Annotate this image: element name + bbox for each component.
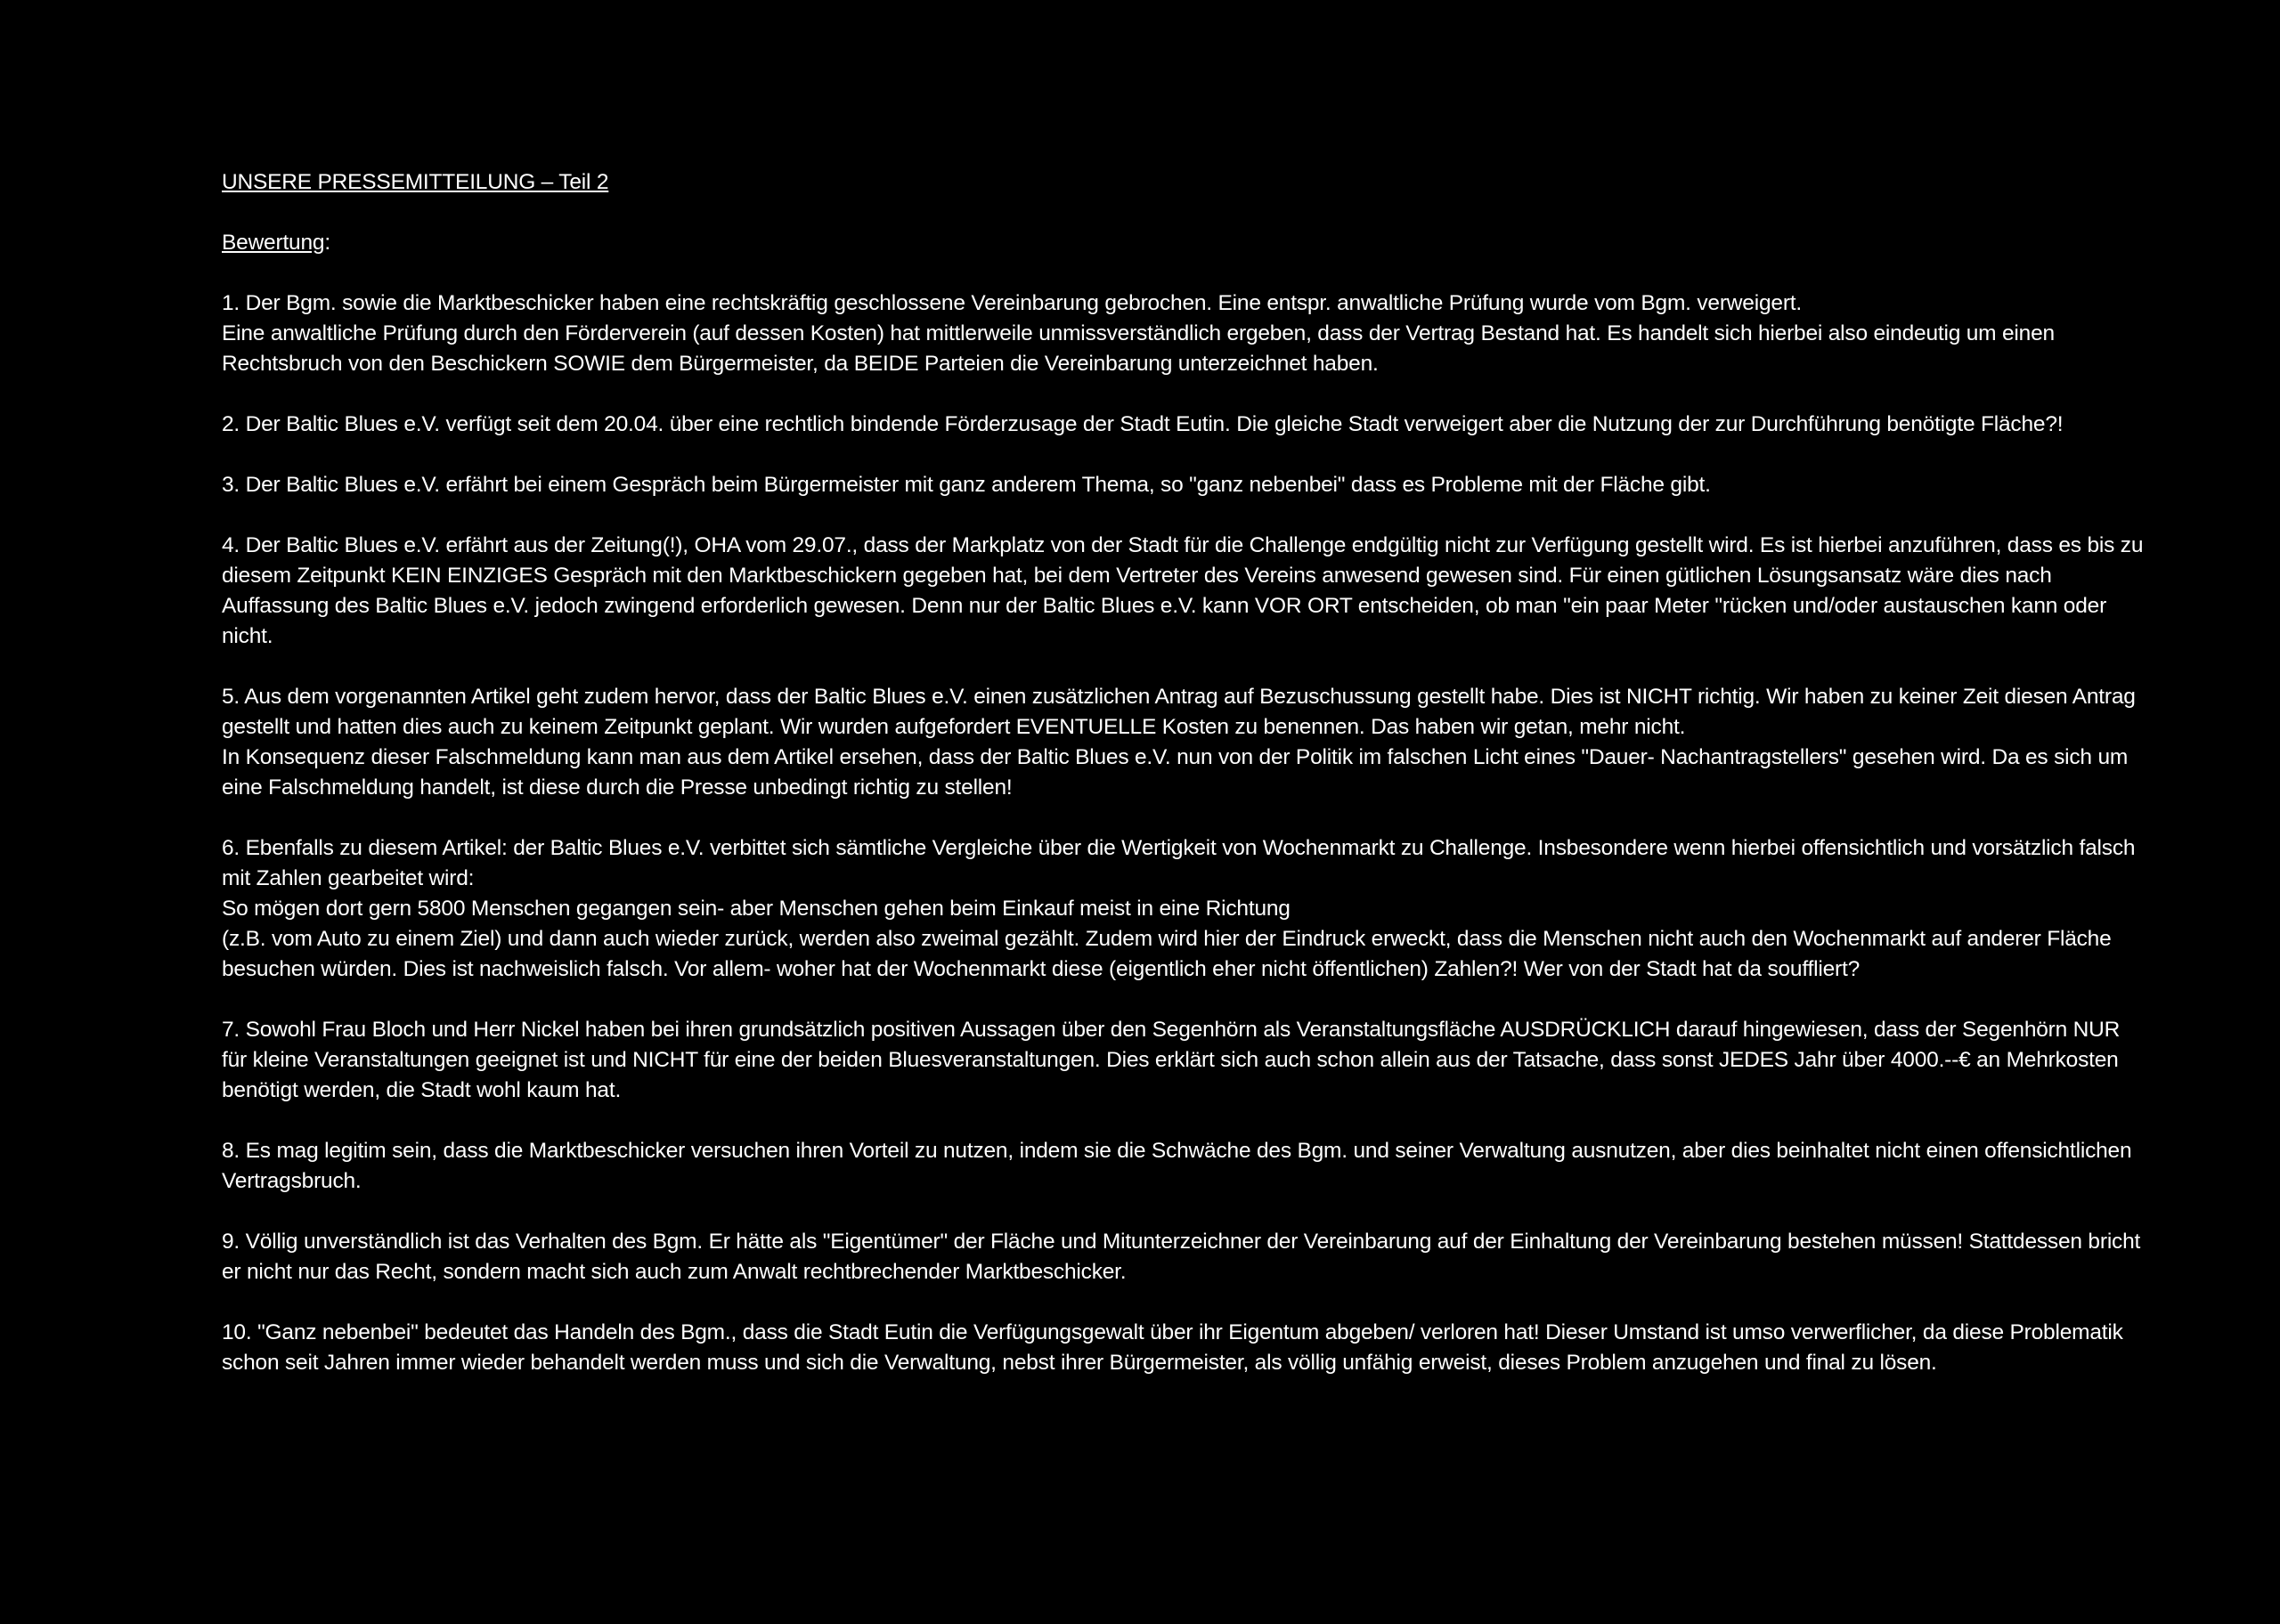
- point-6-line-2: So mögen dort gern 5800 Menschen gegangen sein- aber Menschen gehen beim Einkauf meist in eine Richtung: [222, 897, 1291, 921]
- point-3: [222, 470, 2146, 500]
- point-2: [222, 410, 2146, 440]
- point-7: [222, 1015, 2146, 1106]
- point-4: [222, 531, 2146, 652]
- document-title: UNSERE PRESSEMITTEILUNG – Teil 2: [222, 170, 609, 194]
- point-3-line-1: 3. Der Baltic Blues e.V. erfährt bei einem Gespräch beim Bürgermeister mit ganz anderem Thema, so "ganz nebenbei" dass es Probleme mit der Fläche gibt.: [222, 473, 1711, 497]
- point-6: [222, 833, 2146, 985]
- point-6-line-3: (z.B. vom Auto zu einem Ziel) und dann auch wieder zurück, werden also zweimal gezählt. Zudem wird hier der Eindruck erweckt, dass die Menschen nicht auch den Wochenmarkt auf anderer Fläche besuchen würden. Dies ist nachweislich falsch. Vor allem- woher hat der Wochenmarkt diese (eigentlich eher nicht öffentlichen) Zahlen?! Wer von der Stadt hat da souffliert?: [222, 927, 2112, 981]
- point-8: [222, 1136, 2146, 1197]
- point-4-line-1: 4. Der Baltic Blues e.V. erfährt aus der Zeitung(!), OHA vom 29.07., dass der Markplatz von der Stadt für die Challenge endgültig nicht zur Verfügung gestellt wird. Es ist hierbei anzuführen, dass es bis zu diesem Zeitpunkt KEIN EINZIGES Gespräch mit den Marktbeschickern gegeben hat, bei dem Vertreter des Vereins anwesend gewesen sind. Für einen gütlichen Lösungsansatz wäre dies nach Auffassung des Baltic Blues e.V. jedoch zwingend erforderlich gewesen. Denn nur der Baltic Blues e.V. kann VOR ORT entscheiden, ob man "ein paar Meter "rücken und/oder austauschen kann oder nicht.: [222, 533, 2144, 648]
- point-9: [222, 1227, 2146, 1287]
- point-10-line-1: 10. "Ganz nebenbei" bedeutet das Handeln des Bgm., dass die Stadt Eutin die Verfügungsgewalt über ihr Eigentum abgeben/ verloren hat! Dieser Umstand ist umso verwerflicher, da diese Problematik schon seit Jahren immer wieder behandelt werden muss und sich die Verwaltung, nebst ihrer Bürgermeister, als völlig unfähig erweist, dieses Problem anzugehen und final zu lösen.: [222, 1320, 2123, 1375]
- points-list: [222, 288, 2146, 1378]
- point-5-line-1: 5. Aus dem vorgenannten Artikel geht zudem hervor, dass der Baltic Blues e.V. einen zusätzlichen Antrag auf Bezuschussung gestellt habe. Dies ist NICHT richtig. Wir haben zu keiner Zeit diesen Antrag gestellt und hatten dies auch zu keinem Zeitpunkt geplant. Wir wurden aufgefordert EVENTUELLE Kosten zu benennen. Das haben wir getan, mehr nicht.: [222, 685, 2136, 739]
- point-8-line-1: 8. Es mag legitim sein, dass die Marktbeschicker versuchen ihren Vorteil zu nutzen, indem sie die Schwäche des Bgm. und seiner Verwaltung ausnutzen, aber dies beinhaltet nicht einen offensichtlichen Vertragsbruch.: [222, 1139, 2132, 1193]
- evaluation-label-colon: :: [324, 231, 330, 255]
- point-5: [222, 682, 2146, 803]
- evaluation-heading: [222, 228, 2146, 258]
- point-6-line-1: 6. Ebenfalls zu diesem Artikel: der Baltic Blues e.V. verbittet sich sämtliche Vergleiche über die Wertigkeit von Wochenmarkt zu Challenge. Insbesondere wenn hierbei offensichtlich und vorsätzlich falsch mit Zahlen gearbeitet wird:: [222, 836, 2136, 890]
- point-10: [222, 1318, 2146, 1378]
- point-1-line-2: Eine anwaltliche Prüfung durch den Förderverein (auf dessen Kosten) hat mittlerweile unmissverständlich ergeben, dass der Vertrag Bestand hat. Es handelt sich hierbei also eindeutig um einen Rechtsbruch von den Beschickern SOWIE dem Bürgermeister, da BEIDE Parteien die Vereinbarung unterzeichnet haben.: [222, 321, 2055, 376]
- press-release-document: [222, 167, 2146, 1378]
- point-5-line-2: In Konsequenz dieser Falschmeldung kann man aus dem Artikel ersehen, dass der Baltic Blues e.V. nun von der Politik im falschen Licht eines "Dauer- Nachantragstellers" gesehen wird. Da es sich um eine Falschmeldung handelt, ist diese durch die Presse unbedingt richtig zu stellen!: [222, 745, 2129, 800]
- point-7-line-1: 7. Sowohl Frau Bloch und Herr Nickel haben bei ihren grundsätzlich positiven Aussagen über den Segenhörn als Veranstaltungsfläche AUSDRÜCKLICH darauf hingewiesen, dass der Segenhörn NUR für kleine Veranstaltungen geeignet ist und NICHT für eine der beiden Bluesveranstaltungen. Dies erklärt sich auch schon allein aus der Tatsache, dass sonst JEDES Jahr über 4000.--€ an Mehrkosten benötigt werden, die Stadt wohl kaum hat.: [222, 1018, 2121, 1102]
- point-9-line-1: 9. Völlig unverständlich ist das Verhalten des Bgm. Er hätte als "Eigentümer" der Fläche und Mitunterzeichner der Vereinbarung auf der Einhaltung der Vereinbarung bestehen müssen! Stattdessen bricht er nicht nur das Recht, sondern macht sich auch zum Anwalt rechtbrechender Marktbeschicker.: [222, 1230, 2141, 1284]
- point-1-line-1: 1. Der Bgm. sowie die Marktbeschicker haben eine rechtskräftig geschlossene Vereinbarung gebrochen. Eine entspr. anwaltliche Prüfung wurde vom Bgm. verweigert.: [222, 291, 1802, 315]
- evaluation-label: Bewertung: [222, 231, 325, 255]
- point-2-line-1: 2. Der Baltic Blues e.V. verfügt seit dem 20.04. über eine rechtlich bindende Förderzusage der Stadt Eutin. Die gleiche Stadt verweigert aber die Nutzung der zur Durchführung benötigte Fläche?!: [222, 412, 2064, 436]
- point-1: [222, 288, 2146, 379]
